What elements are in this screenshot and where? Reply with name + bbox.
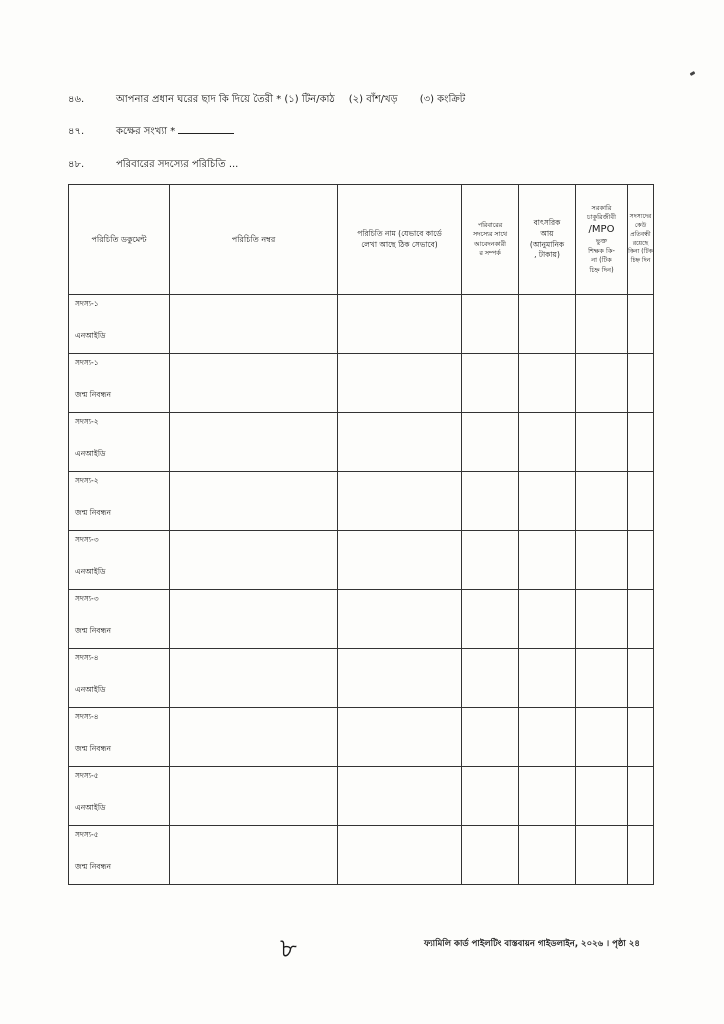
disability-checkbox-cell[interactable] — [628, 354, 654, 413]
member-document-cell — [69, 590, 170, 649]
table-row — [69, 413, 654, 472]
document-type-label: এনআইডি — [75, 803, 106, 812]
roof-option-3: (৩) কংক্রিট — [419, 94, 466, 105]
income-cell[interactable] — [519, 354, 576, 413]
id-number-cell[interactable] — [170, 826, 338, 885]
table-row — [69, 472, 654, 531]
question-number: ৪৬. — [68, 94, 85, 105]
table-row — [69, 295, 654, 354]
member-document-cell — [69, 295, 170, 354]
govt-job-checkbox-cell[interactable] — [576, 295, 628, 354]
govt-job-checkbox-cell[interactable] — [576, 413, 628, 472]
member-document-cell — [69, 826, 170, 885]
member-document-cell — [69, 649, 170, 708]
table-header-row — [69, 185, 654, 295]
income-cell[interactable] — [519, 826, 576, 885]
id-name-cell[interactable] — [338, 767, 462, 826]
relation-cell[interactable] — [462, 531, 519, 590]
header-relation: পরিবারের সদস্যের সাথে আবেদনকারী র সম্পর্ক — [462, 185, 519, 295]
table-row — [69, 708, 654, 767]
relation-cell[interactable] — [462, 472, 519, 531]
document-type-label: জন্ম নিবন্ধন — [75, 862, 111, 871]
member-label: সদস্য-৪ — [75, 712, 99, 721]
relation-cell[interactable] — [462, 649, 519, 708]
income-cell[interactable] — [519, 295, 576, 354]
income-cell[interactable] — [519, 472, 576, 531]
member-identity-table — [68, 184, 654, 885]
disability-checkbox-cell[interactable] — [628, 590, 654, 649]
question-number: ৪৮. — [68, 159, 85, 170]
id-number-cell[interactable] — [170, 708, 338, 767]
handwritten-page-number: ৮ — [280, 934, 297, 964]
id-number-cell[interactable] — [170, 649, 338, 708]
disability-checkbox-cell[interactable] — [628, 531, 654, 590]
disability-checkbox-cell[interactable] — [628, 472, 654, 531]
header-govt-job: সরকারি চাকুরিজীবী /MPO ভুক্ত শিক্ষক কি- না (টিক চিহ্ন দিন) — [576, 185, 628, 295]
member-label: সদস্য-২ — [75, 476, 99, 485]
question-text: পরিবারের সদস্যের পরিচিতি ... — [116, 159, 239, 170]
relation-cell[interactable] — [462, 295, 519, 354]
header-id-number: পরিচিতি নম্বর — [170, 185, 338, 295]
id-number-cell[interactable] — [170, 767, 338, 826]
relation-cell[interactable] — [462, 590, 519, 649]
document-type-label: জন্ম নিবন্ধন — [75, 508, 111, 517]
member-label: সদস্য-৩ — [75, 535, 99, 544]
id-name-cell[interactable] — [338, 708, 462, 767]
id-name-cell[interactable] — [338, 531, 462, 590]
member-label: সদস্য-২ — [75, 417, 99, 426]
member-document-cell — [69, 472, 170, 531]
member-label: সদস্য-৩ — [75, 594, 99, 603]
table-row — [69, 649, 654, 708]
income-cell[interactable] — [519, 413, 576, 472]
relation-cell[interactable] — [462, 826, 519, 885]
disability-checkbox-cell[interactable] — [628, 708, 654, 767]
disability-checkbox-cell[interactable] — [628, 413, 654, 472]
header-id-document: পরিচিতি ডকুমেন্ট — [69, 185, 170, 295]
relation-cell[interactable] — [462, 708, 519, 767]
header-disability: সদস্যদের কেউ প্রতিবন্ধী রয়েছে কিনা (টিক চিহ্ন দিন — [628, 185, 654, 295]
header-income: বাৎসরিক আয় (আনুমানিক , টাকায়) — [519, 185, 576, 295]
question-46 — [68, 92, 465, 109]
id-number-cell[interactable] — [170, 472, 338, 531]
member-document-cell — [69, 354, 170, 413]
member-label: সদস্য-৫ — [75, 830, 99, 839]
govt-job-checkbox-cell[interactable] — [576, 826, 628, 885]
relation-cell[interactable] — [462, 354, 519, 413]
id-name-cell[interactable] — [338, 649, 462, 708]
id-number-cell[interactable] — [170, 354, 338, 413]
govt-job-checkbox-cell[interactable] — [576, 767, 628, 826]
income-cell[interactable] — [519, 649, 576, 708]
id-name-cell[interactable] — [338, 295, 462, 354]
member-label: সদস্য-৫ — [75, 771, 99, 780]
disability-checkbox-cell[interactable] — [628, 826, 654, 885]
member-document-cell — [69, 708, 170, 767]
header-id-name: পরিচিতি নাম (যেভাবে কার্ডে লেখা আছে ঠিক সেভাবে) — [338, 185, 462, 295]
id-name-cell[interactable] — [338, 590, 462, 649]
document-type-label: জন্ম নিবন্ধন — [75, 390, 111, 399]
income-cell[interactable] — [519, 531, 576, 590]
question-47 — [68, 124, 234, 141]
id-number-cell[interactable] — [170, 590, 338, 649]
table-row — [69, 767, 654, 826]
roof-option-2: (২) বাঁশ/খড় — [348, 94, 398, 105]
govt-job-checkbox-cell[interactable] — [576, 590, 628, 649]
govt-job-checkbox-cell[interactable] — [576, 649, 628, 708]
id-name-cell[interactable] — [338, 413, 462, 472]
question-text: আপনার প্রধান ঘরের ছাদ কি দিয়ে তৈরী * (১) টিন/কাঠ — [116, 94, 335, 105]
id-name-cell[interactable] — [338, 472, 462, 531]
relation-cell[interactable] — [462, 767, 519, 826]
table-row — [69, 354, 654, 413]
income-cell[interactable] — [519, 767, 576, 826]
id-number-cell[interactable] — [170, 295, 338, 354]
id-name-cell[interactable] — [338, 826, 462, 885]
document-type-label: জন্ম নিবন্ধন — [75, 744, 111, 753]
member-label: সদস্য-১ — [75, 299, 99, 308]
document-type-label: এনআইডি — [75, 331, 106, 340]
govt-job-checkbox-cell[interactable] — [576, 472, 628, 531]
page-footer: ফ্যামিলি কার্ড পাইলটিং বাস্তবায়ন গাইডলাইন, ২০২৬ । পৃষ্ঠা ২৪ — [424, 939, 640, 949]
table-row — [69, 531, 654, 590]
income-cell[interactable] — [519, 590, 576, 649]
member-document-cell — [69, 767, 170, 826]
govt-job-checkbox-cell[interactable] — [576, 354, 628, 413]
question-48 — [68, 157, 238, 174]
document-type-label: এনআইডি — [75, 567, 106, 576]
member-document-cell — [69, 413, 170, 472]
question-text: কক্ষের সংখ্যা * — [116, 126, 176, 137]
table-row — [69, 590, 654, 649]
document-type-label: জন্ম নিবন্ধন — [75, 626, 111, 635]
member-label: সদস্য-১ — [75, 358, 99, 367]
member-document-cell — [69, 531, 170, 590]
id-number-cell[interactable] — [170, 413, 338, 472]
member-label: সদস্য-৪ — [75, 653, 99, 662]
document-type-label: এনআইডি — [75, 449, 106, 458]
govt-job-checkbox-cell[interactable] — [576, 708, 628, 767]
room-count-blank[interactable] — [178, 125, 234, 134]
table-row — [69, 826, 654, 885]
document-type-label: এনআইডি — [75, 685, 106, 694]
govt-job-checkbox-cell[interactable] — [576, 531, 628, 590]
disability-checkbox-cell[interactable] — [628, 295, 654, 354]
relation-cell[interactable] — [462, 413, 519, 472]
disability-checkbox-cell[interactable] — [628, 649, 654, 708]
id-number-cell[interactable] — [170, 531, 338, 590]
income-cell[interactable] — [519, 708, 576, 767]
id-name-cell[interactable] — [338, 354, 462, 413]
disability-checkbox-cell[interactable] — [628, 767, 654, 826]
question-number: ৪৭. — [68, 126, 85, 137]
scan-mark — [690, 71, 696, 76]
